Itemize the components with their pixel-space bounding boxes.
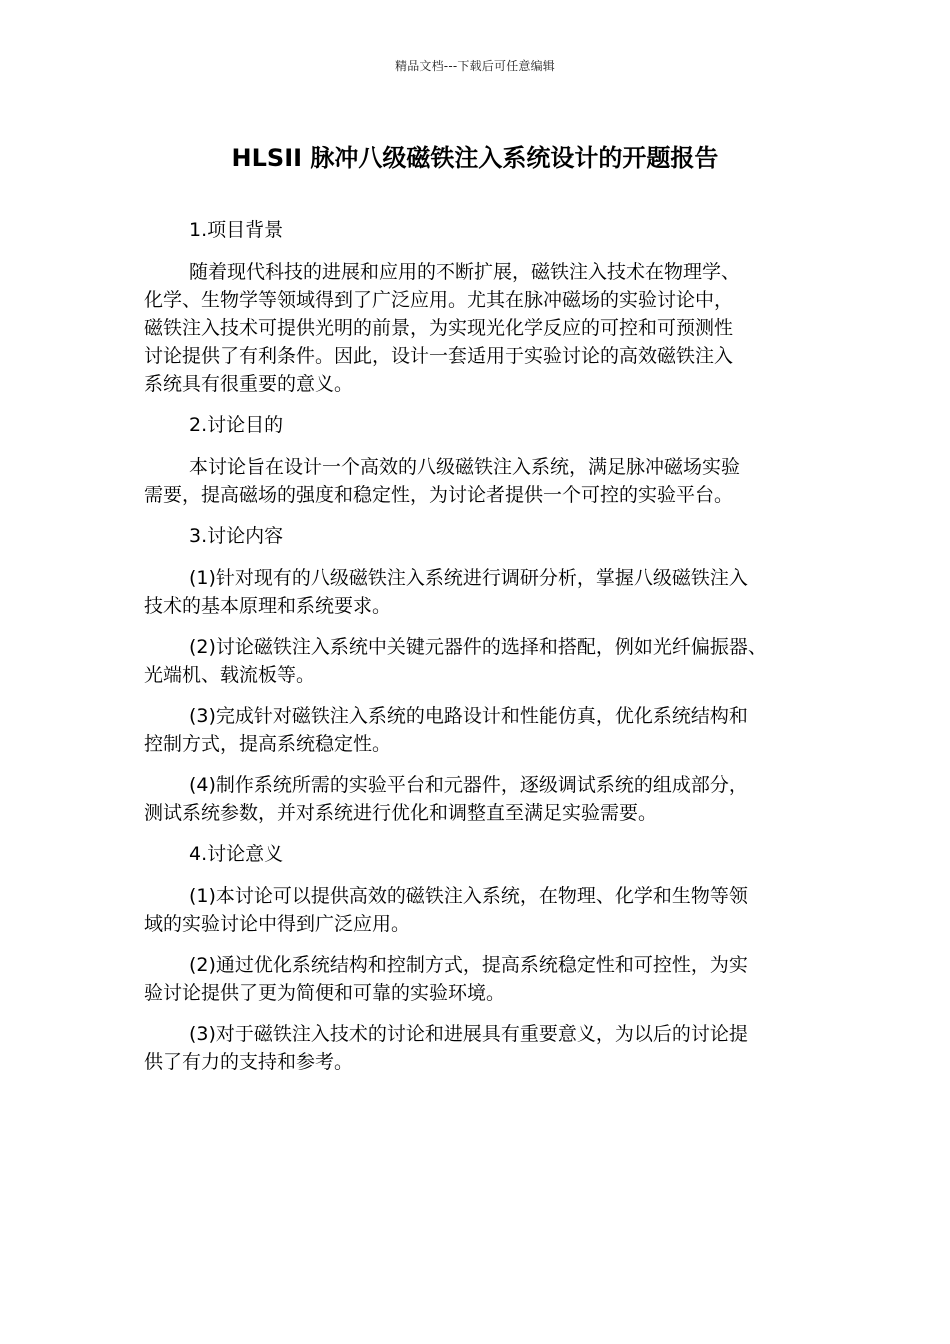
section-heading: 4.讨论意义 (189, 843, 284, 865)
paragraph: (1)针对现有的八级磁铁注入系统进行调研分析，掌握八级磁铁注入 技术的基本原理和系统要求。 (144, 567, 748, 617)
section-heading: 2.讨论目的 (189, 414, 284, 436)
paragraph: (4)制作系统所需的实验平台和元器件，逐级调试系统的组成部分， 测试系统参数，并对系统进行优化和调整直至满足实验需要。 (144, 774, 748, 824)
document-title: HLSII 脉冲八级磁铁注入系统设计的开题报告 (231, 144, 719, 172)
paragraph: (2)通过优化系统结构和控制方式，提高系统稳定性和可控性，为实 验讨论提供了更为简便和可靠的实验环境。 (144, 954, 748, 1004)
paragraph: (2)讨论磁铁注入系统中关键元器件的选择和搭配，例如光纤偏振器、 光端机、载流板等。 (144, 636, 767, 686)
paragraph: 本讨论旨在设计一个高效的八级磁铁注入系统，满足脉冲磁场实验 需要，提高磁场的强度和稳定性，为讨论者提供一个可控的实验平台。 (144, 456, 741, 506)
paragraph: (3)完成针对磁铁注入系统的电路设计和性能仿真，优化系统结构和 控制方式，提高系统稳定性。 (144, 705, 748, 755)
paragraph: (1)本讨论可以提供高效的磁铁注入系统，在物理、化学和生物等领 域的实验讨论中得到广泛应用。 (144, 885, 748, 935)
paragraph: 随着现代科技的进展和应用的不断扩展，磁铁注入技术在物理学、 化学、生物学等领域得到了广泛应用。尤其在脉冲磁场的实验讨论中， 磁铁注入技术可提供光明的前景，为实现光化学反应的可控和可预测性 讨论提供了有利条件。因此，设计一套适用于实验讨论的高效磁铁注入 系统具有很重要的意义。 (144, 261, 741, 395)
section-heading: 1.项目背景 (189, 219, 284, 241)
document-body (144, 216, 814, 1089)
section-heading: 3.讨论内容 (189, 525, 284, 547)
header-note: 精品文档---下载后可任意编辑 (395, 59, 555, 73)
paragraph: (3)对于磁铁注入技术的讨论和进展具有重要意义，为以后的讨论提 供了有力的支持和参考。 (144, 1023, 748, 1073)
